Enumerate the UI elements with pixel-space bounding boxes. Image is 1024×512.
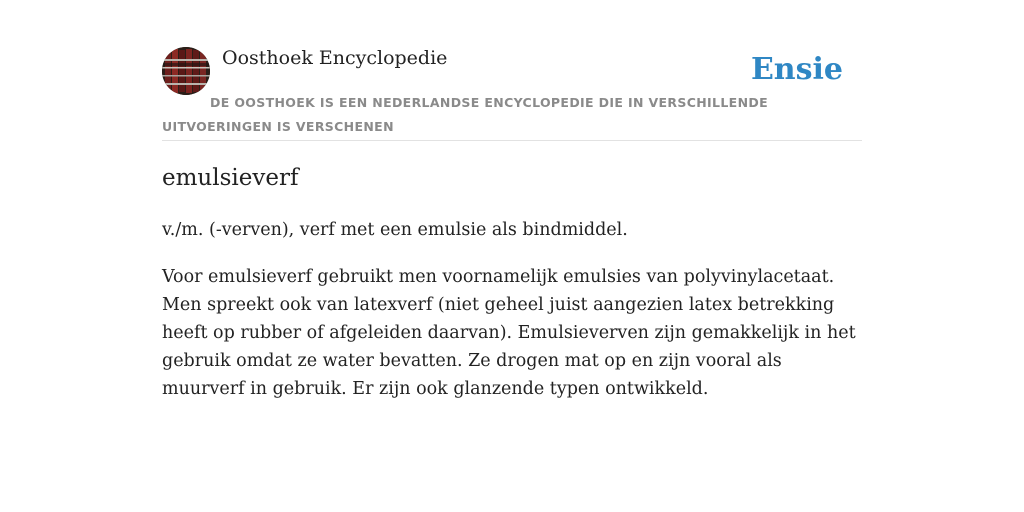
source-name-link[interactable]: Oosthoek Encyclopedie (222, 47, 448, 69)
source-avatar[interactable] (162, 47, 210, 95)
article-body: Voor emulsieverf gebruikt men voornamelijk emulsies van polyvinylacetaat. Men spreekt ook van latexverf (niet geheel juist aangezien latex betrekking heeft op rubber of afgeleiden daarvan). Emulsieverven zijn gemakkelijk in het gebruik omdat ze water bevatten. Ze drogen mat op en zijn vooral als muurverf in gebruik. Er zijn ook glanzende typen ontwikkeld. (162, 267, 856, 399)
source-header (162, 46, 862, 141)
source-tagline: DE OOSTHOEK IS EEN NEDERLANDSE ENCYCLOPEDIE DIE IN VERSCHILLENDE UITVOERINGEN IS VERSCHENEN (162, 95, 768, 134)
encyclopedia-books-icon (162, 47, 210, 95)
ensie-logo-link[interactable]: Ensie (750, 52, 843, 87)
article-title: emulsieverf (162, 165, 299, 191)
article-definition: v./m. (-verven), verf met een emulsie als bindmiddel. (162, 220, 628, 240)
